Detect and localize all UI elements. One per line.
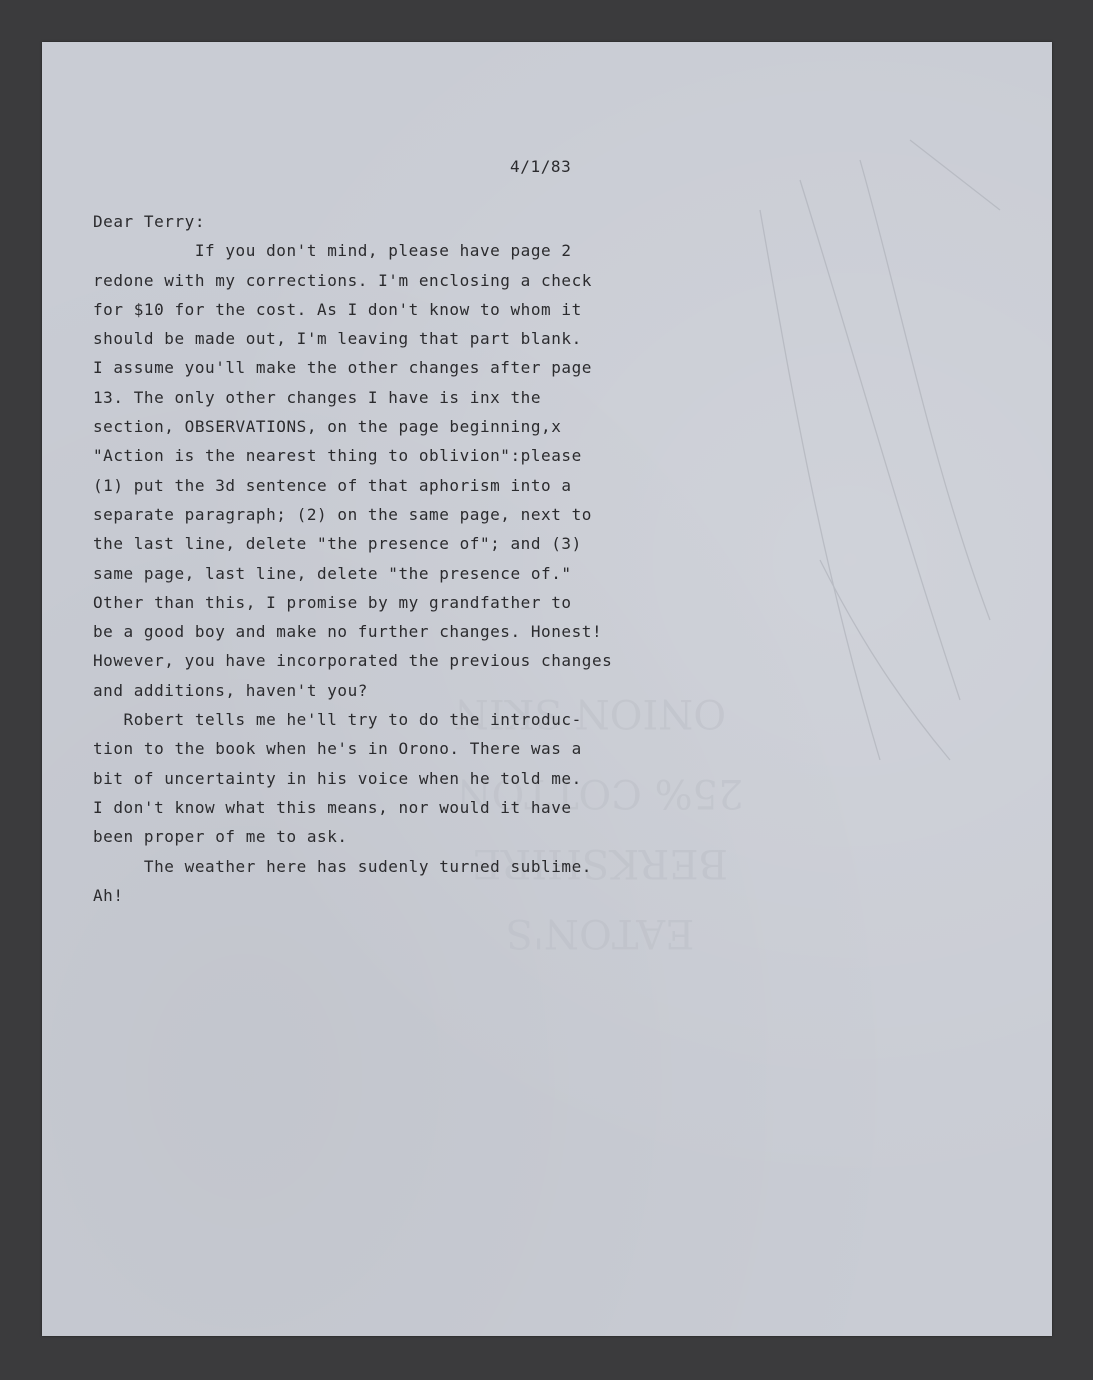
letter-line: If you don't mind, please have page 2 — [93, 241, 572, 261]
letter-body — [93, 207, 612, 910]
letter-line: tion to the book when he's in Orono. There was a — [93, 739, 582, 759]
letter-line: section, OBSERVATIONS, on the page beginning,x — [93, 417, 562, 437]
letter-line: 13. The only other changes I have is inx the — [93, 387, 542, 407]
svg-text:EATON'S: EATON'S — [505, 910, 695, 956]
letter-line: separate paragraph; (2) on the same page, next to — [93, 504, 592, 524]
letter-line: same page, last line, delete "the presence of." — [93, 563, 572, 583]
letter-line: and additions, haven't you? — [93, 680, 368, 700]
letter-line: been proper of me to ask. — [93, 827, 348, 847]
letter-line: However, you have incorporated the previous changes — [93, 651, 613, 671]
svg-text:ONION SKIN: ONION SKIN — [453, 690, 727, 736]
letter-line: bit of uncertainty in his voice when he told me. — [93, 768, 582, 788]
letter-line: be a good boy and make no further changes. Honest! — [93, 622, 603, 642]
letter-line: I assume you'll make the other changes after page — [93, 358, 592, 378]
letter-line: Ah! — [93, 885, 124, 905]
letter-line: should be made out, I'm leaving that part blank. — [93, 329, 582, 349]
letter-line: redone with my corrections. I'm enclosing a check — [93, 270, 592, 290]
letter-line: the last line, delete "the presence of"; and (3) — [93, 534, 582, 554]
letter-line: (1) put the 3d sentence of that aphorism into a — [93, 475, 572, 495]
letter-line: The weather here has sudenly turned sublime. — [93, 856, 592, 876]
letter-line: "Action is the nearest thing to oblivion":please — [93, 446, 582, 466]
letter-date: 4/1/83 — [510, 157, 572, 176]
letter-line: Other than this, I promise by my grandfather to — [93, 592, 572, 612]
letter-line: Robert tells me he'll try to do the introduc- — [93, 710, 582, 730]
svg-text:25% COTTON: 25% COTTON — [456, 770, 744, 816]
letter-line: for $10 for the cost. As I don't know to whom it — [93, 299, 582, 319]
letter-line: Dear Terry: — [93, 212, 206, 231]
svg-text:BERKSHIRE: BERKSHIRE — [472, 840, 728, 886]
letter-line: I don't know what this means, nor would it have — [93, 797, 572, 817]
